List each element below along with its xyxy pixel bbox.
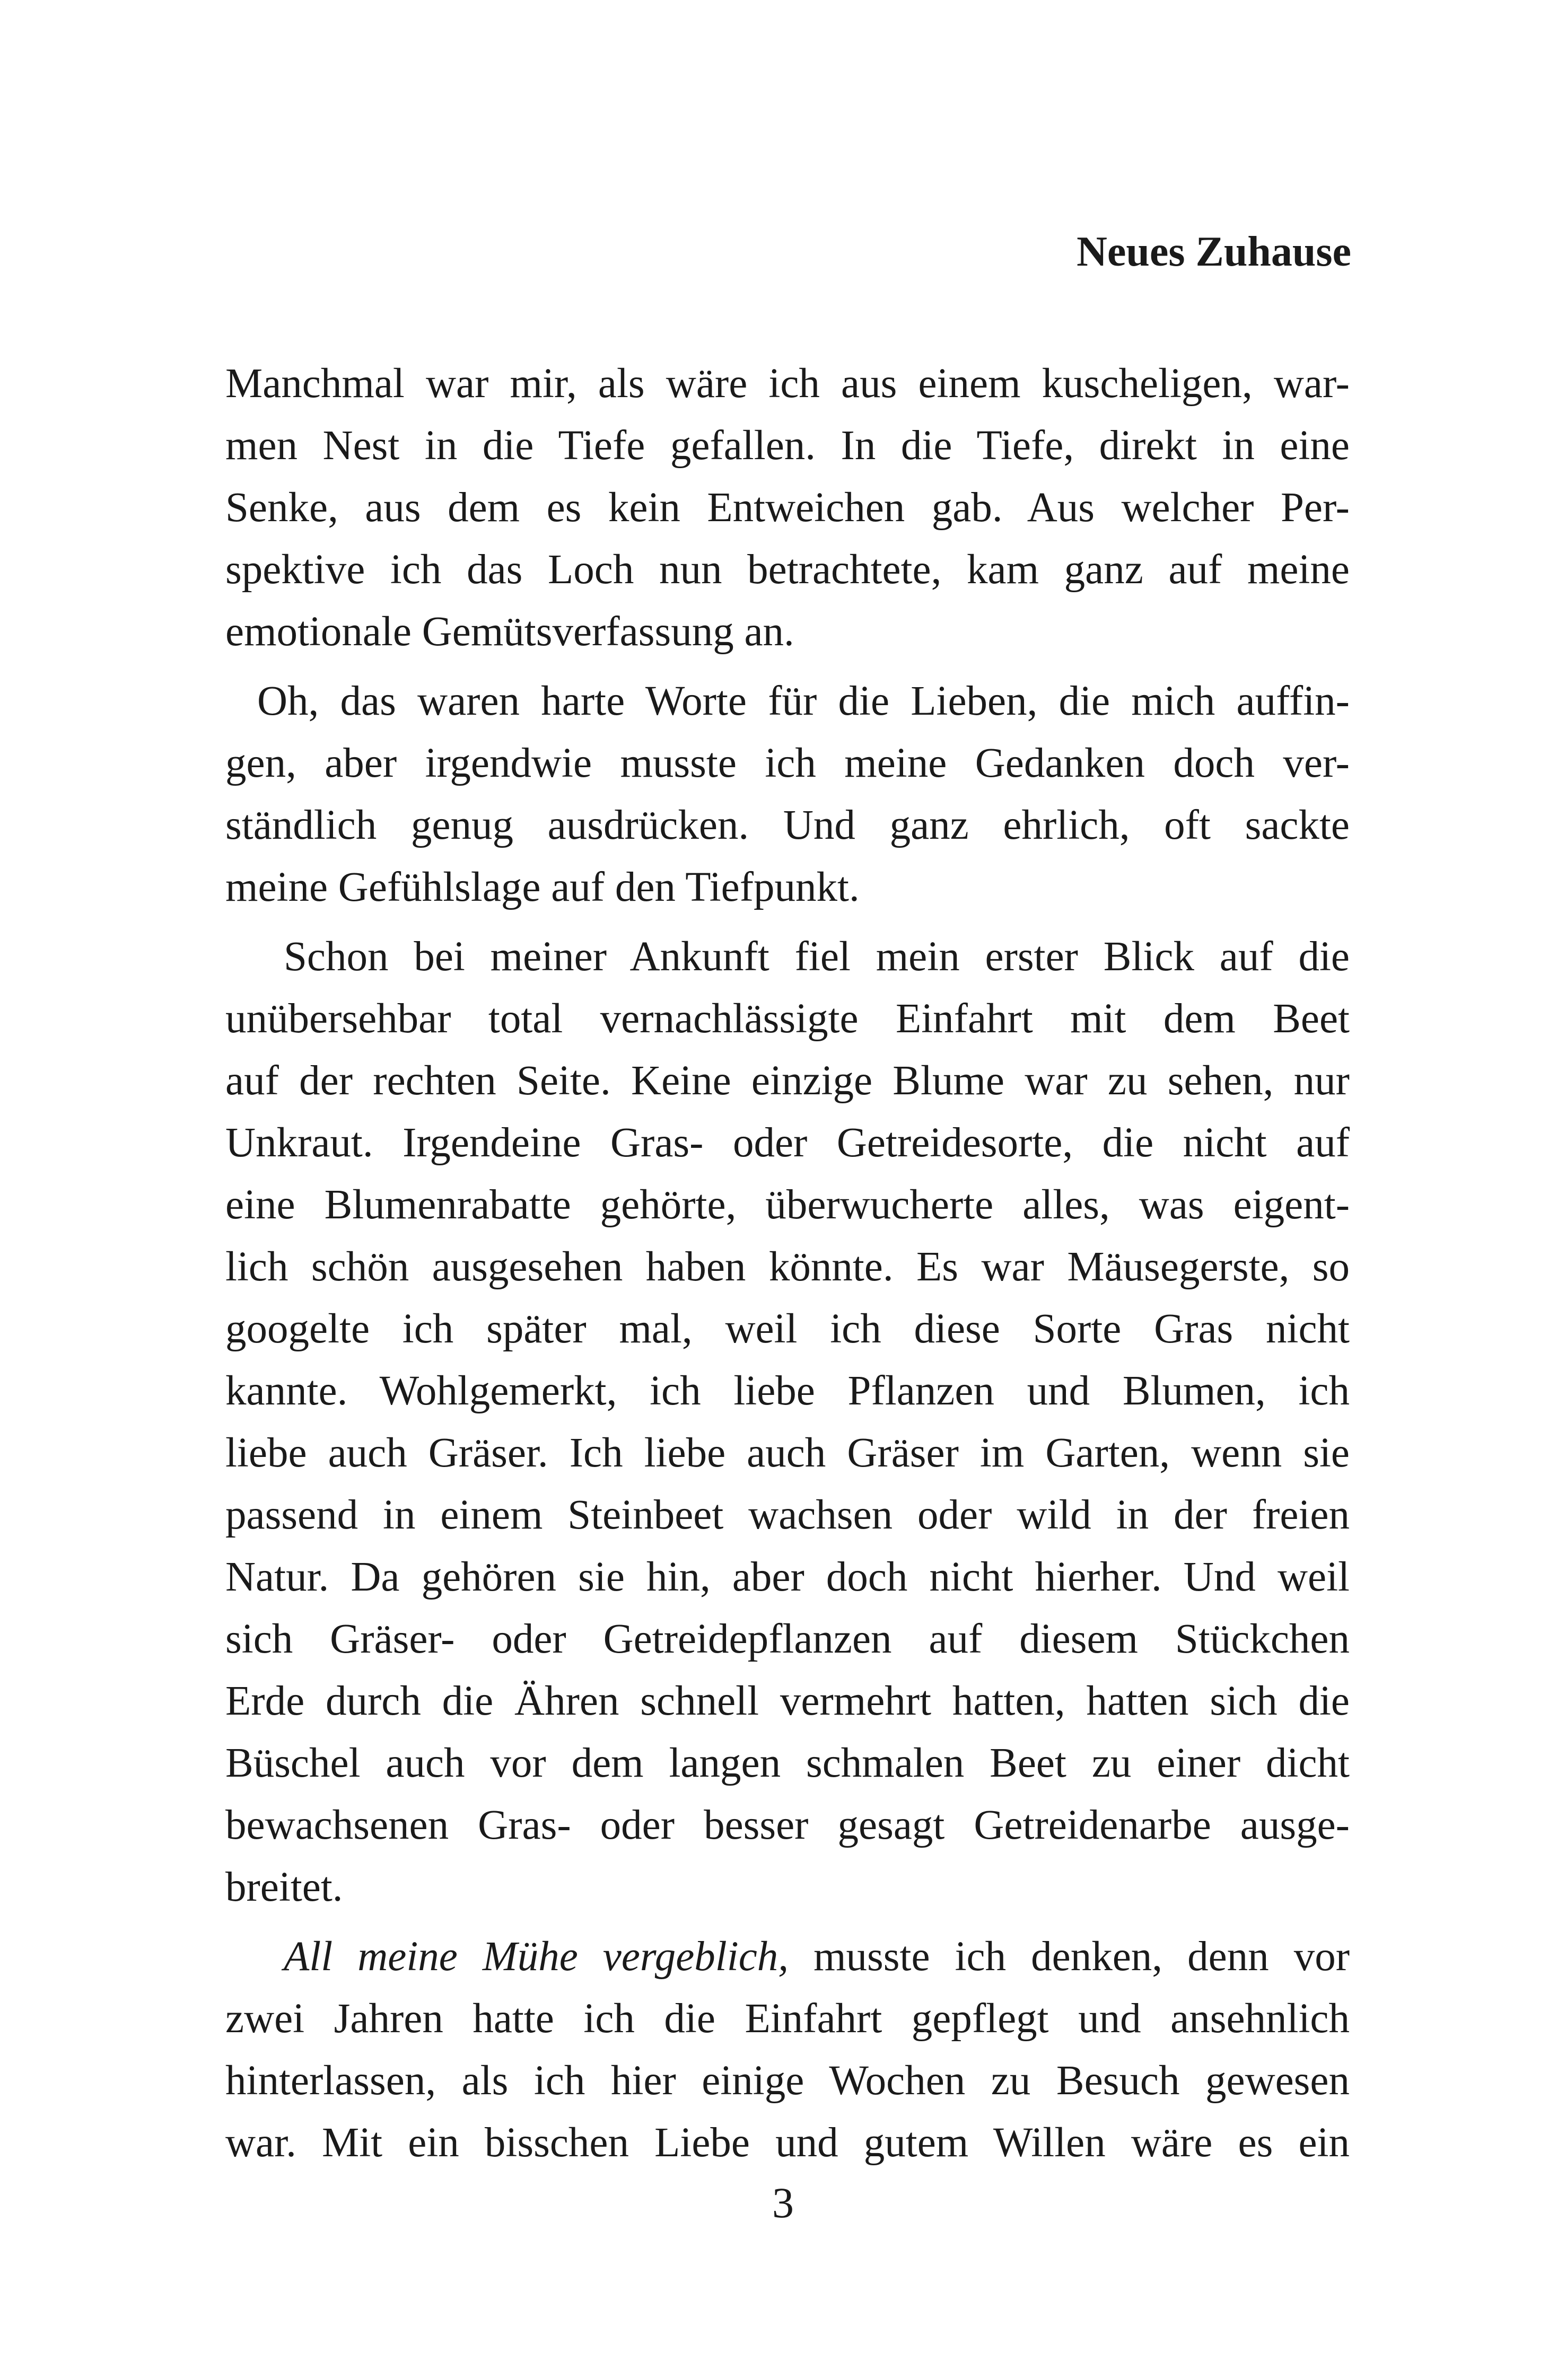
paragraph-3 <box>225 926 1350 1918</box>
text-line: Senke, aus dem es kein Entweichen gab. Aus welcher Per- <box>225 485 1350 531</box>
text-line: zwei Jahren hatte ich die Einfahrt gepflegt und ansehnlich <box>225 1996 1350 2042</box>
text-line: eine Blumenrabatte gehörte, überwucherte alles, was eigent- <box>225 1182 1350 1228</box>
text-line: Manchmal war mir, als wäre ich aus einem kuscheligen, war- <box>225 361 1350 407</box>
text-line: sich Gräser- oder Getreidepflanzen auf diesem Stückchen <box>225 1616 1350 1662</box>
text-line: auf der rechten Seite. Keine einzige Blume war zu sehen, nur <box>225 1058 1350 1104</box>
text-line: Erde durch die Ähren schnell vermehrt hatten, hatten sich die <box>225 1678 1350 1724</box>
text-line: Oh, das waren harte Worte für die Lieben, die mich auffin- <box>257 678 1350 724</box>
text-line: men Nest in die Tiefe gefallen. In die Tiefe, direkt in eine <box>225 423 1350 469</box>
running-title: Neues Zuhause <box>1077 229 1351 275</box>
text-line: hinterlassen, als ich hier einige Wochen zu Besuch gewesen <box>225 2058 1350 2104</box>
text-line: ständlich genug ausdrücken. Und ganz ehrlich, oft sackte <box>225 802 1350 848</box>
text-line: emotionale Gemütsverfassung an. <box>225 609 794 655</box>
text-line: passend in einem Steinbeet wachsen oder wild in der freien <box>225 1492 1350 1538</box>
text-line-first <box>225 1926 1350 1988</box>
text-line: liebe auch Gräser. Ich liebe auch Gräser im Garten, wenn sie <box>225 1430 1350 1476</box>
italic-phrase: All meine Mühe vergeblich, <box>284 1934 789 1980</box>
paragraph-1 <box>225 353 1350 663</box>
paragraph-2 <box>225 670 1350 918</box>
text-line: war. Mit ein bisschen Liebe und gutem Willen wäre es ein <box>225 2120 1350 2166</box>
text-line: Schon bei meiner Ankunft fiel mein erster Blick auf die <box>284 934 1350 980</box>
text-fragment: musste ich denken, denn vor <box>789 1934 1350 1980</box>
text-line: gen, aber irgendwie musste ich meine Gedanken doch ver- <box>225 740 1350 786</box>
text-line: breitet. <box>225 1864 343 1910</box>
text-line: Büschel auch vor dem langen schmalen Beet zu einer dicht <box>225 1740 1350 1786</box>
text-line: bewachsenen Gras- oder besser gesagt Getreidenarbe ausge- <box>225 1802 1350 1848</box>
body-text <box>225 353 1350 2174</box>
page-number: 3 <box>772 2179 794 2227</box>
text-line: lich schön ausgesehen haben könnte. Es war Mäusegerste, so <box>225 1244 1350 1290</box>
paragraph-4 <box>225 1926 1350 2174</box>
text-line: spektive ich das Loch nun betrachtete, kam ganz auf meine <box>225 547 1350 593</box>
text-line: meine Gefühlslage auf den Tiefpunkt. <box>225 864 860 910</box>
text-line: Natur. Da gehören sie hin, aber doch nicht hierher. Und weil <box>225 1554 1350 1600</box>
text-line: Unkraut. Irgendeine Gras- oder Getreidesorte, die nicht auf <box>225 1120 1350 1166</box>
text-line: kannte. Wohlgemerkt, ich liebe Pflanzen und Blumen, ich <box>225 1368 1350 1414</box>
text-line: googelte ich später mal, weil ich diese Sorte Gras nicht <box>225 1306 1350 1352</box>
text-line: unübersehbar total vernachlässigte Einfahrt mit dem Beet <box>225 996 1350 1042</box>
